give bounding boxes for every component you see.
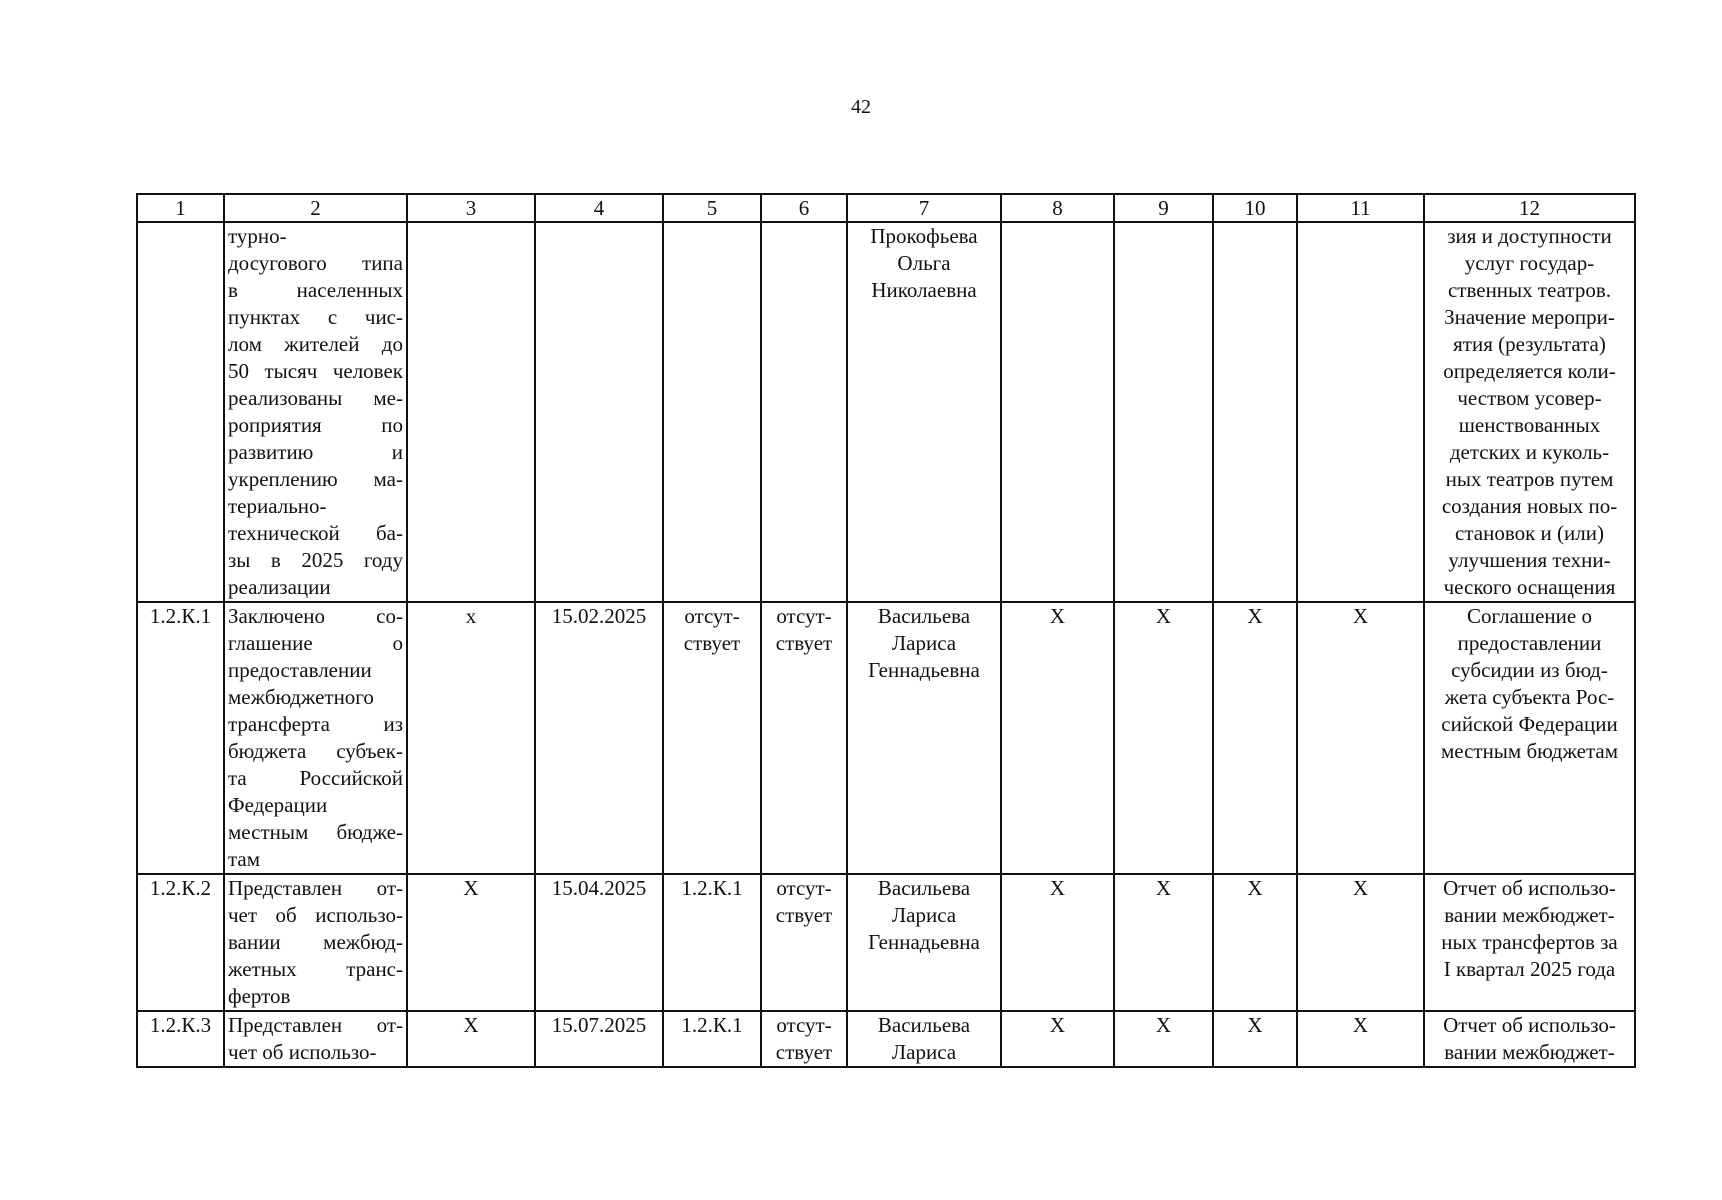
- cell-col11: Х: [1297, 1011, 1424, 1067]
- cell-col8: Х: [1001, 1011, 1114, 1067]
- cell-line: сийской Федерации: [1441, 712, 1618, 736]
- header-cell: 3: [407, 194, 535, 222]
- cell-line: отсут-: [776, 604, 832, 628]
- cell-result: [1424, 874, 1635, 1011]
- cell-line: роприятия по: [228, 413, 403, 437]
- cell-line: лом жителей до: [228, 332, 403, 356]
- cell-line: досугового типа: [228, 251, 403, 275]
- cell-line: отсут-: [684, 604, 740, 628]
- cell-title: [224, 602, 407, 874]
- activity-table: [136, 193, 1636, 1068]
- cell-line: чет об использо-: [228, 1040, 377, 1064]
- cell-successor: [761, 222, 847, 602]
- cell-line: Представлен от-: [228, 876, 403, 900]
- cell-line: Прокофьева: [870, 224, 978, 248]
- cell-line: ствует: [775, 1040, 833, 1064]
- cell-line: ных трансфертов за: [1441, 930, 1618, 954]
- cell-line: ственных театров.: [1447, 278, 1612, 302]
- cell-line: Васильева: [877, 1013, 971, 1037]
- header-cell: 6: [761, 194, 847, 222]
- cell-line: зия и доступности: [1447, 224, 1612, 248]
- cell-predecessor: [663, 1011, 761, 1067]
- cell-line: глашение о: [228, 631, 403, 655]
- header-row: [137, 194, 1635, 222]
- cell-line: Лариса: [891, 631, 957, 655]
- header-cell: 2: [224, 194, 407, 222]
- cell-line: I квартал 2025 года: [1443, 957, 1616, 981]
- cell-responsible: [847, 602, 1001, 874]
- cell-line: предоставлении: [1457, 631, 1602, 655]
- cell-line: определяется коли-: [1443, 359, 1616, 383]
- header-cell: 5: [663, 194, 761, 222]
- cell-result: [1424, 602, 1635, 874]
- cell-line: там: [228, 847, 261, 871]
- cell-date: 15.02.2025: [535, 602, 663, 874]
- header-cell: 10: [1213, 194, 1297, 222]
- cell-line: реализации: [228, 575, 331, 599]
- cell-col3: Х: [407, 1011, 535, 1067]
- cell-col8: Х: [1001, 602, 1114, 874]
- cell-title: [224, 874, 407, 1011]
- cell-line: вании межбюджет-: [1444, 1040, 1615, 1064]
- cell-line: предоставлении: [228, 658, 372, 682]
- cell-line: создания новых по-: [1441, 494, 1618, 518]
- cell-line: жетных транс-: [228, 957, 403, 981]
- cell-line: отсут-: [776, 876, 832, 900]
- cell-col9: Х: [1114, 874, 1213, 1011]
- cell-line: ятия (результата): [1453, 332, 1606, 356]
- cell-date: [535, 222, 663, 602]
- cell-successor: [761, 1011, 847, 1067]
- header-cell: 12: [1424, 194, 1635, 222]
- cell-line: чет об использо-: [228, 903, 403, 927]
- table-row: [137, 222, 1635, 602]
- cell-line: Соглашение о: [1467, 604, 1592, 628]
- cell-successor: [761, 874, 847, 1011]
- cell-line: пунктах с чис-: [228, 305, 403, 329]
- cell-col10: [1213, 222, 1297, 602]
- cell-line: бюджета субъек-: [228, 739, 403, 763]
- cell-line: териально-: [228, 494, 327, 518]
- cell-date: 15.07.2025: [535, 1011, 663, 1067]
- cell-col10: Х: [1213, 602, 1297, 874]
- cell-predecessor: [663, 222, 761, 602]
- cell-line: услуг государ-: [1464, 251, 1595, 275]
- cell-col11: Х: [1297, 874, 1424, 1011]
- cell-date: 15.04.2025: [535, 874, 663, 1011]
- cell-line: субсидии из бюд-: [1451, 658, 1608, 682]
- cell-line: становок и (или): [1455, 521, 1604, 545]
- cell-col8: Х: [1001, 874, 1114, 1011]
- cell-result: [1424, 222, 1635, 602]
- cell-line: 1.2.К.1: [681, 876, 743, 900]
- cell-col3: [407, 222, 535, 602]
- cell-line: реализованы ме-: [228, 386, 403, 410]
- cell-line: фертов: [228, 984, 291, 1008]
- cell-line: Васильева: [877, 604, 971, 628]
- cell-title: [224, 222, 407, 602]
- cell-predecessor: [663, 602, 761, 874]
- cell-line: Васильева: [877, 876, 971, 900]
- cell-line: Геннадьевна: [868, 930, 980, 954]
- cell-line: межбюджетного: [228, 685, 374, 709]
- cell-line: Заключено со-: [228, 604, 403, 628]
- cell-code: 1.2.К.3: [137, 1011, 224, 1067]
- cell-line: 50 тысяч человек: [228, 359, 403, 383]
- table-row: [137, 1011, 1635, 1067]
- cell-code: 1.2.К.2: [137, 874, 224, 1011]
- page-number: 42: [851, 96, 871, 118]
- cell-line: вании межбюджет-: [1444, 903, 1615, 927]
- cell-line: Отчет об использо-: [1443, 876, 1616, 900]
- cell-line: жета субъекта Рос-: [1444, 685, 1615, 709]
- cell-responsible: [847, 222, 1001, 602]
- cell-line: детских и куколь-: [1449, 440, 1610, 464]
- cell-col10: Х: [1213, 874, 1297, 1011]
- cell-responsible: [847, 1011, 1001, 1067]
- header-cell: 7: [847, 194, 1001, 222]
- cell-line: Представлен от-: [228, 1013, 403, 1037]
- cell-line: улучшения техни-: [1448, 548, 1611, 572]
- cell-col8: [1001, 222, 1114, 602]
- cell-col11: Х: [1297, 602, 1424, 874]
- header-cell: 11: [1297, 194, 1424, 222]
- cell-title: [224, 1011, 407, 1067]
- cell-line: ческого оснащения: [1443, 575, 1616, 599]
- cell-line: Николаевна: [871, 278, 977, 302]
- cell-col3: Х: [407, 874, 535, 1011]
- cell-line: зы в 2025 году: [228, 548, 403, 572]
- header-cell: 9: [1114, 194, 1213, 222]
- cell-responsible: [847, 874, 1001, 1011]
- cell-line: ствует: [775, 631, 833, 655]
- cell-line: 1.2.К.1: [681, 1013, 743, 1037]
- header-cell: 4: [535, 194, 663, 222]
- cell-code: [137, 222, 224, 602]
- cell-line: чеством усовер-: [1457, 386, 1602, 410]
- cell-line: ствует: [683, 631, 741, 655]
- table-row: [137, 602, 1635, 874]
- cell-line: Лариса: [891, 903, 957, 927]
- cell-result: [1424, 1011, 1635, 1067]
- cell-line: ных театров путем: [1445, 467, 1614, 491]
- cell-line: местным бюдже-: [228, 820, 403, 844]
- cell-col9: Х: [1114, 1011, 1213, 1067]
- cell-line: Лариса: [891, 1040, 957, 1064]
- cell-col3: х: [407, 602, 535, 874]
- cell-line: в населенных: [228, 278, 403, 302]
- cell-line: Геннадьевна: [868, 658, 980, 682]
- cell-line: развитию и: [228, 440, 403, 464]
- cell-line: Федерации: [228, 793, 328, 817]
- cell-col9: [1114, 222, 1213, 602]
- table-row: [137, 874, 1635, 1011]
- cell-line: та Российской: [228, 766, 403, 790]
- cell-line: Ольга: [897, 251, 951, 275]
- cell-line: вании межбюд-: [228, 930, 403, 954]
- cell-col10: Х: [1213, 1011, 1297, 1067]
- cell-predecessor: [663, 874, 761, 1011]
- cell-line: турно-: [228, 224, 287, 248]
- cell-code: 1.2.К.1: [137, 602, 224, 874]
- cell-line: шенствованных: [1458, 413, 1601, 437]
- cell-line: укреплению ма-: [228, 467, 403, 491]
- cell-col11: [1297, 222, 1424, 602]
- cell-line: технической ба-: [228, 521, 403, 545]
- header-cell: 8: [1001, 194, 1114, 222]
- cell-line: отсут-: [776, 1013, 832, 1037]
- cell-line: Отчет об использо-: [1443, 1013, 1616, 1037]
- cell-successor: [761, 602, 847, 874]
- header-cell: 1: [137, 194, 224, 222]
- cell-line: ствует: [775, 903, 833, 927]
- cell-col9: Х: [1114, 602, 1213, 874]
- cell-line: местным бюджетам: [1440, 739, 1619, 763]
- cell-line: Значение меропри-: [1444, 305, 1615, 329]
- cell-line: трансферта из: [228, 712, 403, 736]
